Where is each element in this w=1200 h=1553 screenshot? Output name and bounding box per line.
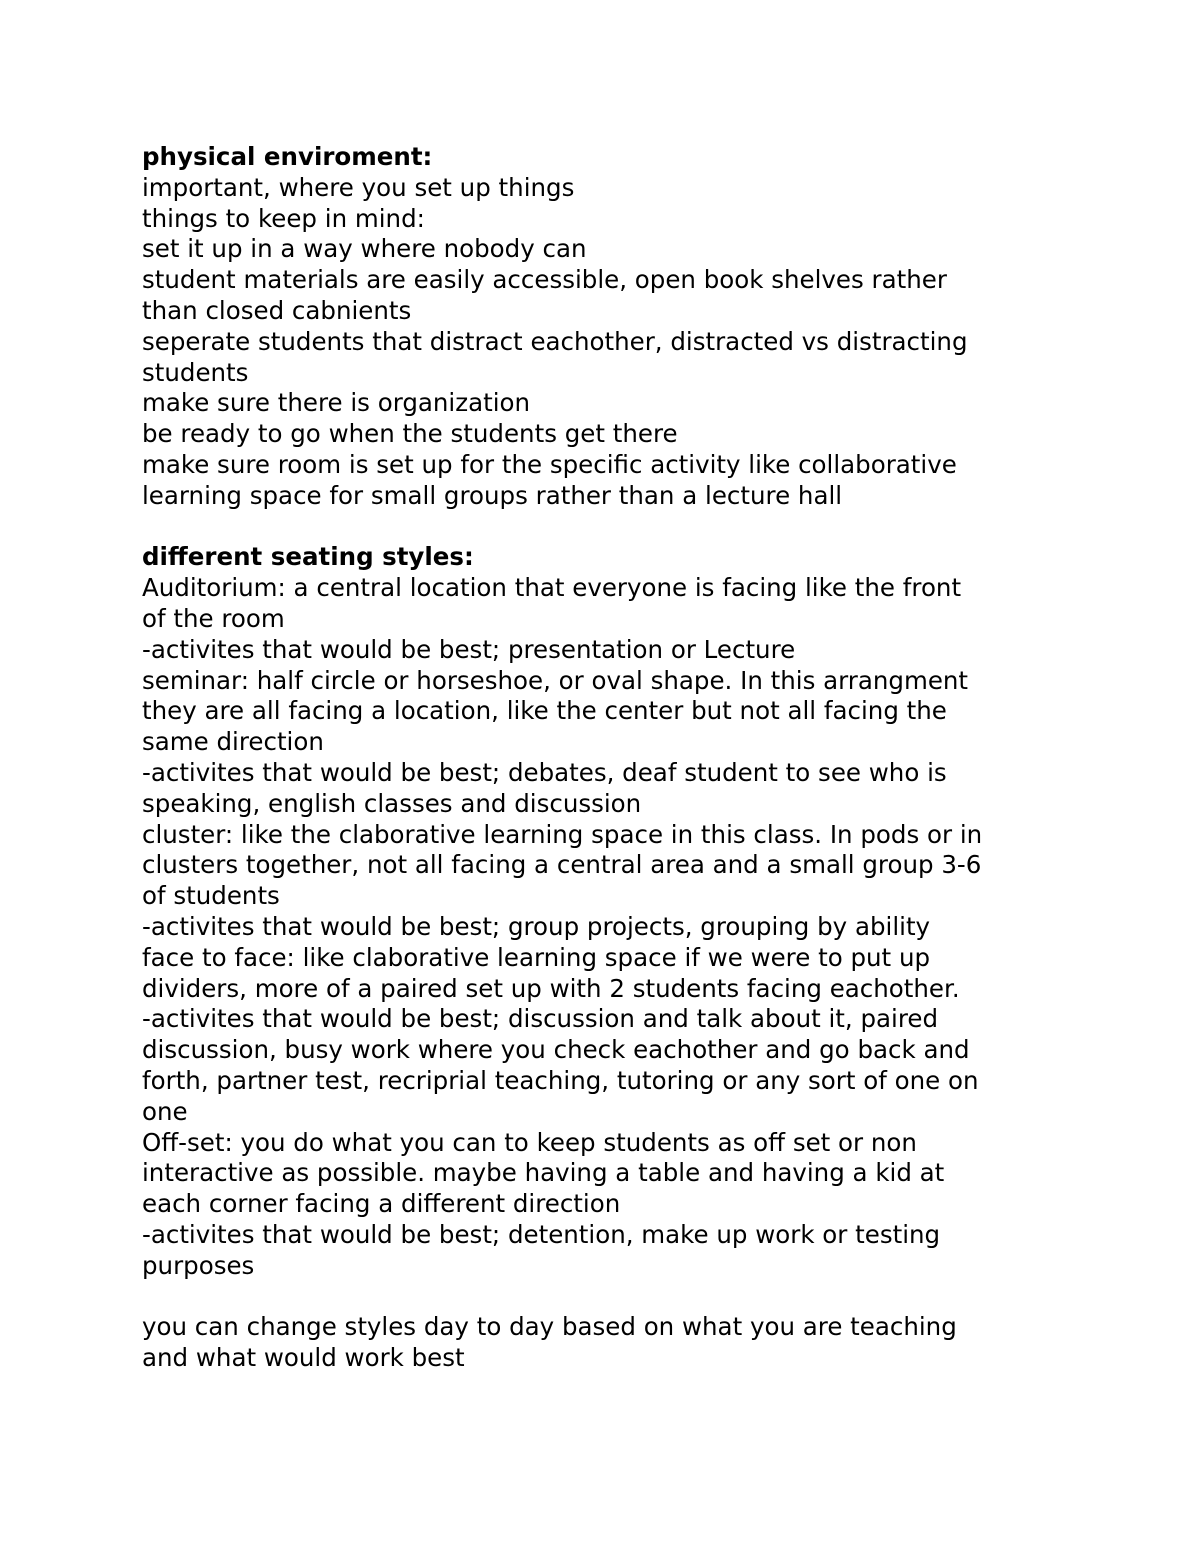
text-line: and what would work best [142,1343,465,1373]
text-line: things to keep in mind: [142,203,425,233]
text-line: same direction [142,727,324,757]
section-physical-environment [142,142,1082,512]
text-line: you can change styles day to day based on what you are teaching [142,1312,957,1342]
text-line: -activites that would be best; discussion and talk about it, paired [142,1004,939,1034]
paragraph-gap [142,1281,1082,1312]
text-line: seminar: half circle or horseshoe, or oval shape. In this arrangment [142,665,969,695]
paragraph-gap [142,512,1082,543]
text-line: -activites that would be best; detention, make up work or testing [142,1219,941,1249]
text-line: seperate students that distract eachother, distracted vs distracting [142,326,968,356]
text-line: -activites that would be best; group projects, grouping by ability [142,911,931,941]
text-line: Auditorium: a central location that everyone is facing like the front [142,573,962,603]
document-page [142,142,1082,1374]
text-line: of the room [142,603,285,633]
text-line: -activites that would be best; debates, deaf student to see who is [142,757,947,787]
text-line: make sure there is organization [142,388,531,418]
text-line: dividers, more of a paired set up with 2 students facing eachother. [142,973,960,1003]
text-line: cluster: like the claborative learning space in this class. In pods or in [142,819,983,849]
text-line: speaking, english classes and discussion [142,788,642,818]
text-line: one [142,1096,188,1126]
text-line: interactive as possible. maybe having a table and having a kid at [142,1158,945,1188]
text-line: each corner facing a different direction [142,1189,621,1219]
text-line: make sure room is set up for the specific activity like collaborative [142,449,957,479]
text-line: students [142,357,249,387]
text-line: face to face: like claborative learning space if we were to put up [142,942,931,972]
text-line: forth, partner test, recriprial teaching, tutoring or any sort of one on [142,1065,979,1095]
text-line: of students [142,881,280,911]
text-line: learning space for small groups rather than a lecture hall [142,480,843,510]
text-line: set it up in a way where nobody can [142,234,587,264]
text-line: clusters together, not all facing a central area and a small group 3-6 [142,850,982,880]
text-line: discussion, busy work where you check eachother and go back and [142,1035,970,1065]
text-line: purposes [142,1250,255,1280]
text-line: important, where you set up things [142,172,575,202]
section-heading: physical enviroment: [142,142,433,171]
text-line: Off-set: you do what you can to keep students as off set or non [142,1127,917,1157]
text-line: than closed cabnients [142,295,412,325]
text-line: student materials are easily accessible, open book shelves rather [142,265,947,295]
text-line: they are all facing a location, like the center but not all facing the [142,696,947,726]
section-closing-note [142,1312,1082,1374]
section-seating-styles [142,542,1082,1281]
text-line: -activites that would be best; presentation or Lecture [142,634,796,664]
text-line: be ready to go when the students get there [142,419,678,449]
section-heading: different seating styles: [142,542,474,572]
